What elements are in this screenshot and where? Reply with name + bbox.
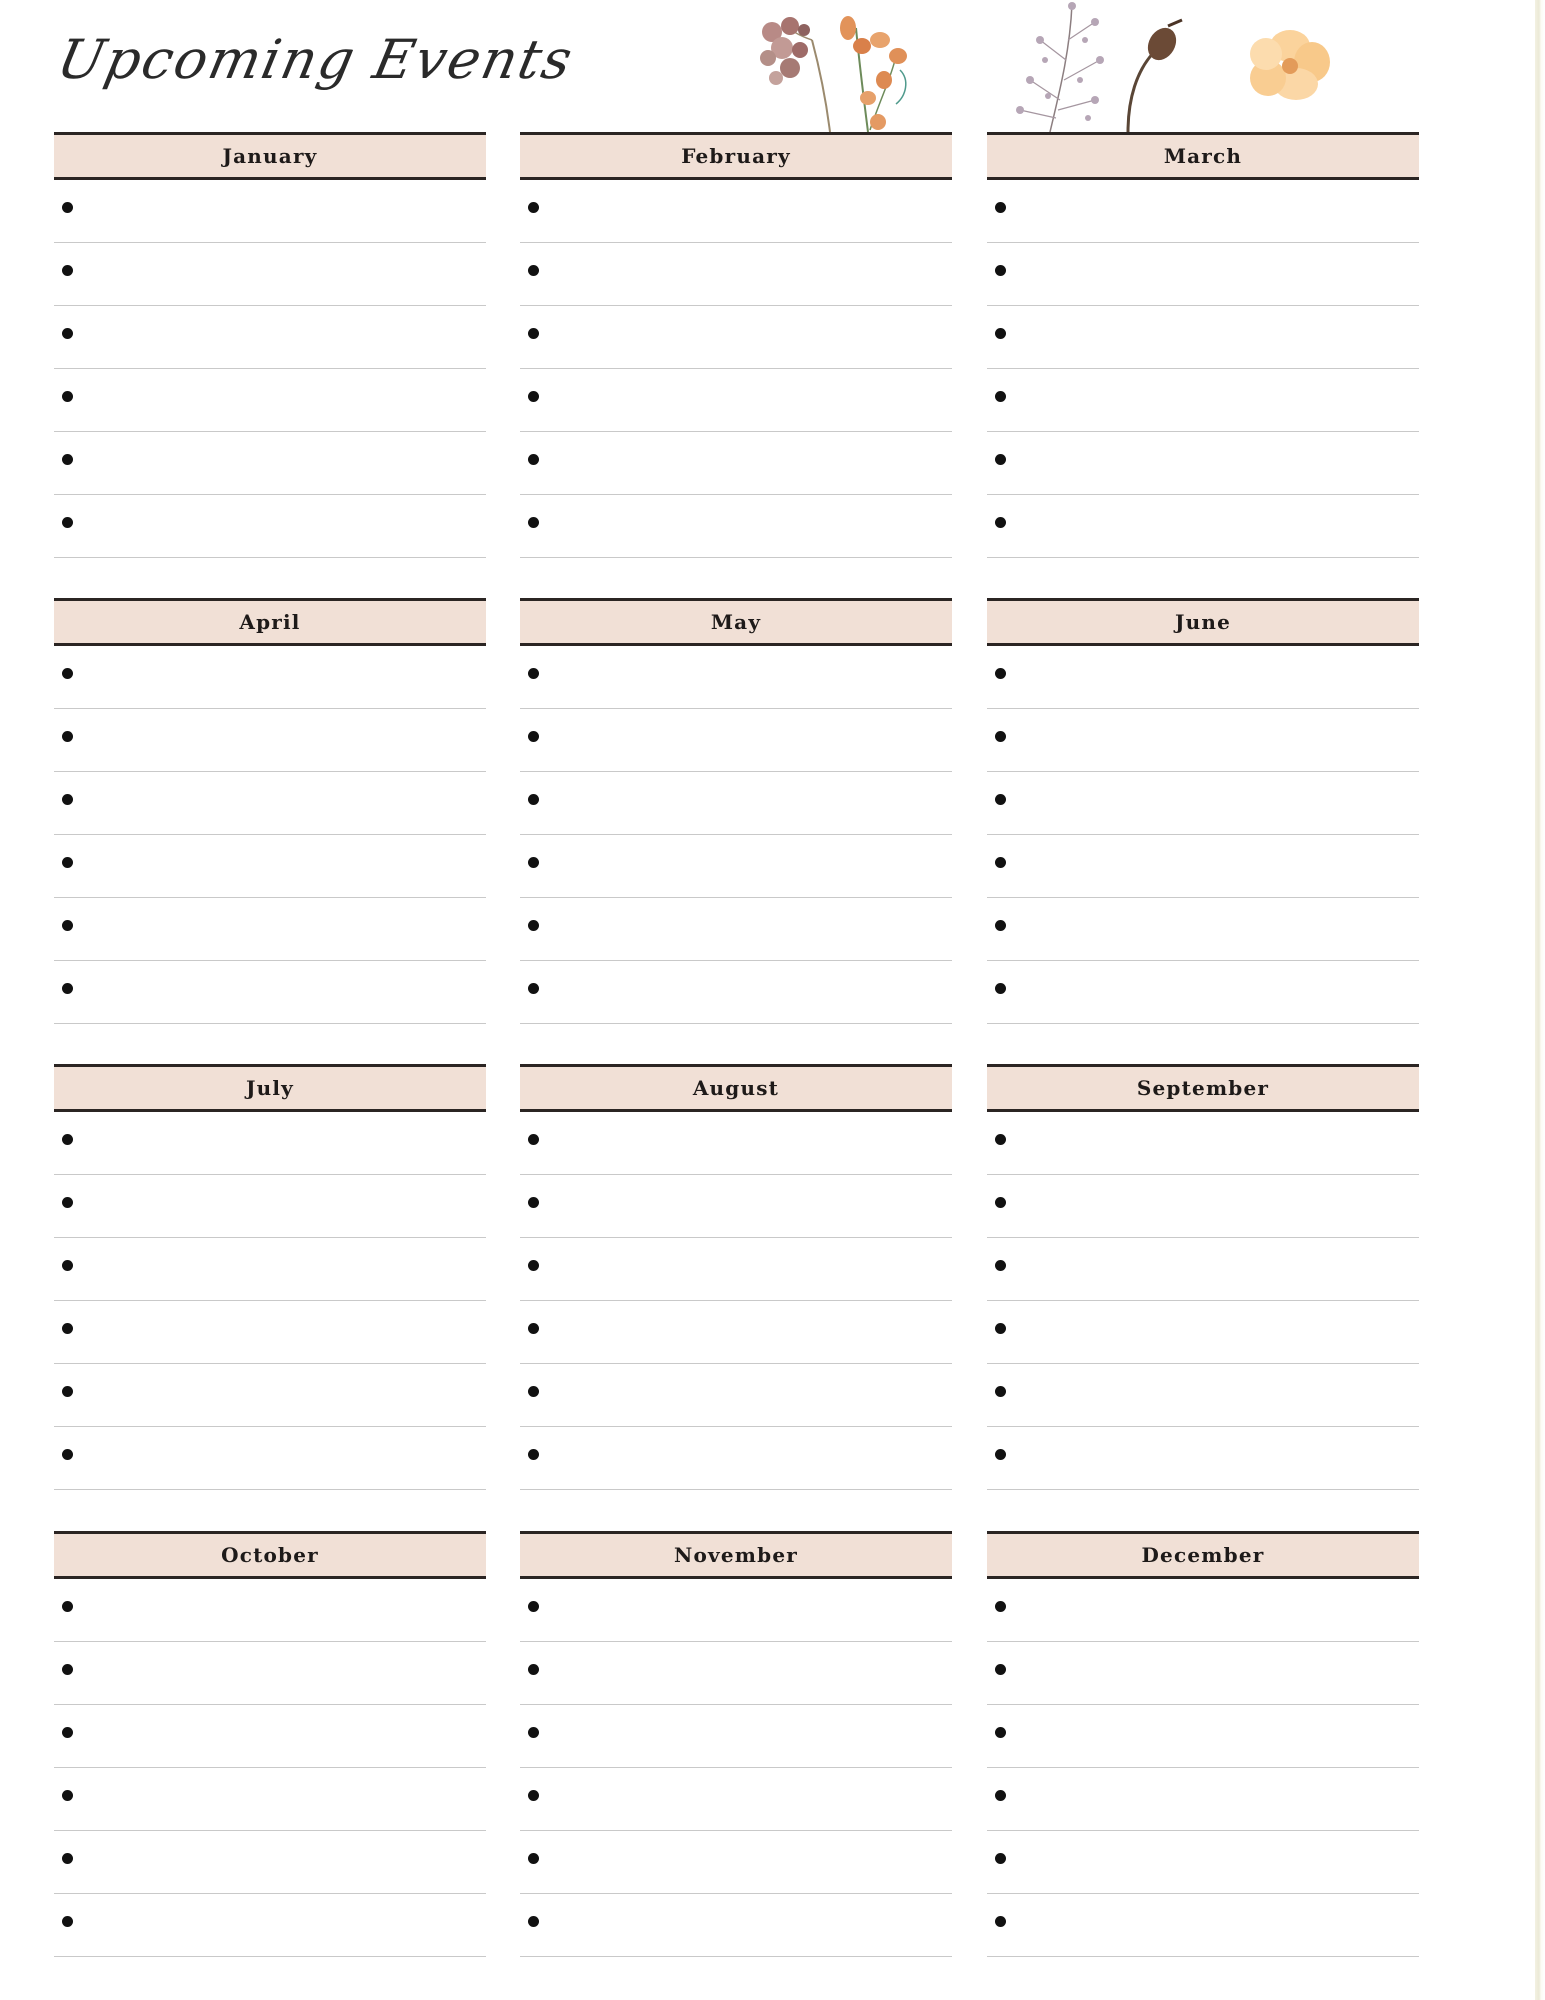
bullet-icon: [62, 1916, 73, 1927]
event-line[interactable]: [54, 432, 486, 495]
event-line[interactable]: [54, 961, 486, 1024]
event-line[interactable]: [987, 709, 1419, 772]
event-line[interactable]: [987, 1301, 1419, 1364]
month-header: April: [54, 598, 486, 646]
event-line[interactable]: [54, 1642, 486, 1705]
bullet-icon: [528, 1790, 539, 1801]
event-line[interactable]: [987, 1768, 1419, 1831]
event-line[interactable]: [987, 646, 1419, 709]
event-line[interactable]: [520, 961, 952, 1024]
event-line[interactable]: [987, 180, 1419, 243]
month-block-may: [520, 598, 952, 1028]
bullet-icon: [528, 1853, 539, 1864]
event-line[interactable]: [987, 1112, 1419, 1175]
event-line[interactable]: [520, 1112, 952, 1175]
bullet-icon: [528, 1323, 539, 1334]
month-header: September: [987, 1064, 1419, 1112]
bullet-icon: [62, 1727, 73, 1738]
bullet-icon: [995, 1601, 1006, 1612]
bullet-icon: [528, 1260, 539, 1271]
event-line[interactable]: [54, 1705, 486, 1768]
event-line[interactable]: [54, 243, 486, 306]
bullet-icon: [995, 391, 1006, 402]
bullet-icon: [995, 454, 1006, 465]
bullet-icon: [995, 668, 1006, 679]
event-line[interactable]: [987, 369, 1419, 432]
month-header: December: [987, 1531, 1419, 1579]
bullet-icon: [528, 328, 539, 339]
month-header: June: [987, 598, 1419, 646]
orange-bud-sprig-icon: [840, 16, 907, 132]
month-header: July: [54, 1064, 486, 1112]
bullet-icon: [62, 794, 73, 805]
bullet-icon: [995, 1323, 1006, 1334]
bullet-icon: [995, 983, 1006, 994]
event-line[interactable]: [54, 646, 486, 709]
bullet-icon: [995, 1664, 1006, 1675]
event-line[interactable]: [987, 495, 1419, 558]
bullet-icon: [528, 1386, 539, 1397]
bullet-icon: [62, 1134, 73, 1145]
month-header: November: [520, 1531, 952, 1579]
bullet-icon: [995, 1727, 1006, 1738]
month-block-june: [987, 598, 1419, 1028]
bullet-icon: [62, 265, 73, 276]
event-line[interactable]: [520, 772, 952, 835]
bullet-icon: [528, 1664, 539, 1675]
month-block-march: [987, 132, 1419, 562]
event-line[interactable]: [54, 709, 486, 772]
bullet-icon: [528, 1197, 539, 1208]
bullet-icon: [995, 1790, 1006, 1801]
bullet-icon: [62, 983, 73, 994]
month-block-april: [54, 598, 486, 1028]
event-line[interactable]: [520, 1768, 952, 1831]
event-line[interactable]: [520, 1175, 952, 1238]
event-line[interactable]: [987, 961, 1419, 1024]
bullet-icon: [62, 857, 73, 868]
month-block-august: [520, 1064, 952, 1494]
bullet-icon: [62, 1790, 73, 1801]
event-line[interactable]: [987, 1705, 1419, 1768]
bullet-icon: [62, 1449, 73, 1460]
event-line[interactable]: [54, 1364, 486, 1427]
bullet-icon: [62, 202, 73, 213]
bullet-icon: [62, 1664, 73, 1675]
event-line[interactable]: [520, 180, 952, 243]
bullet-icon: [62, 328, 73, 339]
bullet-icon: [62, 668, 73, 679]
event-line[interactable]: [987, 306, 1419, 369]
event-line[interactable]: [520, 1301, 952, 1364]
event-line[interactable]: [520, 1364, 952, 1427]
event-line[interactable]: [54, 1175, 486, 1238]
bullet-icon: [62, 1260, 73, 1271]
bullet-icon: [62, 1601, 73, 1612]
event-line[interactable]: [987, 1175, 1419, 1238]
month-block-january: [54, 132, 486, 562]
bullet-icon: [528, 517, 539, 528]
event-line[interactable]: [987, 772, 1419, 835]
bullet-icon: [995, 328, 1006, 339]
bullet-icon: [995, 1449, 1006, 1460]
bullet-icon: [995, 1853, 1006, 1864]
poppy-pod-icon: [1128, 20, 1182, 132]
event-line[interactable]: [520, 369, 952, 432]
event-line[interactable]: [520, 1831, 952, 1894]
event-line[interactable]: [520, 1427, 952, 1490]
event-line[interactable]: [987, 835, 1419, 898]
month-header: October: [54, 1531, 486, 1579]
month-block-february: [520, 132, 952, 562]
month-block-september: [987, 1064, 1419, 1494]
bullet-icon: [528, 731, 539, 742]
bullet-icon: [528, 1916, 539, 1927]
bullet-icon: [528, 857, 539, 868]
bullet-icon: [995, 920, 1006, 931]
event-line[interactable]: [987, 898, 1419, 961]
month-header: February: [520, 132, 952, 180]
event-line[interactable]: [520, 646, 952, 709]
page-edge-shadow: [1535, 0, 1545, 2000]
event-line[interactable]: [520, 709, 952, 772]
month-block-december: [987, 1531, 1419, 1961]
event-line[interactable]: [987, 432, 1419, 495]
event-line[interactable]: [54, 898, 486, 961]
bullet-icon: [995, 731, 1006, 742]
event-line[interactable]: [54, 1112, 486, 1175]
event-line[interactable]: [987, 243, 1419, 306]
bullet-icon: [995, 1197, 1006, 1208]
event-line[interactable]: [54, 1831, 486, 1894]
month-block-october: [54, 1531, 486, 1961]
event-line[interactable]: [54, 369, 486, 432]
bullet-icon: [528, 668, 539, 679]
bullet-icon: [528, 202, 539, 213]
bullet-icon: [62, 1323, 73, 1334]
bullet-icon: [528, 1727, 539, 1738]
event-line[interactable]: [54, 180, 486, 243]
bullet-icon: [528, 983, 539, 994]
event-line[interactable]: [520, 1705, 952, 1768]
bullet-icon: [995, 517, 1006, 528]
event-line[interactable]: [520, 432, 952, 495]
bullet-icon: [995, 1386, 1006, 1397]
lavender-sprig-icon: [1016, 2, 1104, 132]
event-line[interactable]: [987, 1894, 1419, 1957]
event-line[interactable]: [520, 306, 952, 369]
month-header: August: [520, 1064, 952, 1112]
event-line[interactable]: [987, 1238, 1419, 1301]
event-line[interactable]: [54, 1301, 486, 1364]
event-line[interactable]: [520, 1894, 952, 1957]
bullet-icon: [528, 391, 539, 402]
event-line[interactable]: [520, 243, 952, 306]
event-line[interactable]: [987, 1364, 1419, 1427]
bullet-icon: [995, 857, 1006, 868]
event-line[interactable]: [987, 1831, 1419, 1894]
bullet-icon: [528, 1134, 539, 1145]
bullet-icon: [528, 1601, 539, 1612]
bullet-icon: [995, 1134, 1006, 1145]
bullet-icon: [62, 391, 73, 402]
bullet-icon: [62, 1386, 73, 1397]
bullet-icon: [528, 794, 539, 805]
bullet-icon: [995, 794, 1006, 805]
bullet-icon: [62, 517, 73, 528]
event-line[interactable]: [520, 1238, 952, 1301]
event-line[interactable]: [54, 835, 486, 898]
bullet-icon: [528, 920, 539, 931]
event-line[interactable]: [987, 1427, 1419, 1490]
event-line[interactable]: [54, 772, 486, 835]
month-block-november: [520, 1531, 952, 1961]
bullet-icon: [995, 1260, 1006, 1271]
event-line[interactable]: [54, 306, 486, 369]
month-block-july: [54, 1064, 486, 1494]
month-header: March: [987, 132, 1419, 180]
event-line[interactable]: [54, 495, 486, 558]
bullet-icon: [62, 1853, 73, 1864]
bullet-icon: [528, 1449, 539, 1460]
bullet-icon: [995, 202, 1006, 213]
peach-flower-icon: [1250, 30, 1330, 100]
month-header: May: [520, 598, 952, 646]
bullet-icon: [62, 731, 73, 742]
event-line[interactable]: [520, 1579, 952, 1642]
event-line[interactable]: [987, 1579, 1419, 1642]
event-line[interactable]: [520, 495, 952, 558]
event-line[interactable]: [520, 835, 952, 898]
event-line[interactable]: [54, 1427, 486, 1490]
event-line[interactable]: [520, 1642, 952, 1705]
month-header: January: [54, 132, 486, 180]
page-title: Upcoming Events: [52, 28, 580, 91]
dried-flower-sprig-icon: [760, 17, 830, 132]
event-line[interactable]: [987, 1642, 1419, 1705]
bullet-icon: [528, 454, 539, 465]
bullet-icon: [62, 920, 73, 931]
event-line[interactable]: [54, 1238, 486, 1301]
bullet-icon: [995, 265, 1006, 276]
event-line[interactable]: [54, 1894, 486, 1957]
bullet-icon: [528, 265, 539, 276]
bullet-icon: [995, 1916, 1006, 1927]
event-line[interactable]: [520, 898, 952, 961]
event-line[interactable]: [54, 1579, 486, 1642]
bullet-icon: [62, 454, 73, 465]
bullet-icon: [62, 1197, 73, 1208]
event-line[interactable]: [54, 1768, 486, 1831]
